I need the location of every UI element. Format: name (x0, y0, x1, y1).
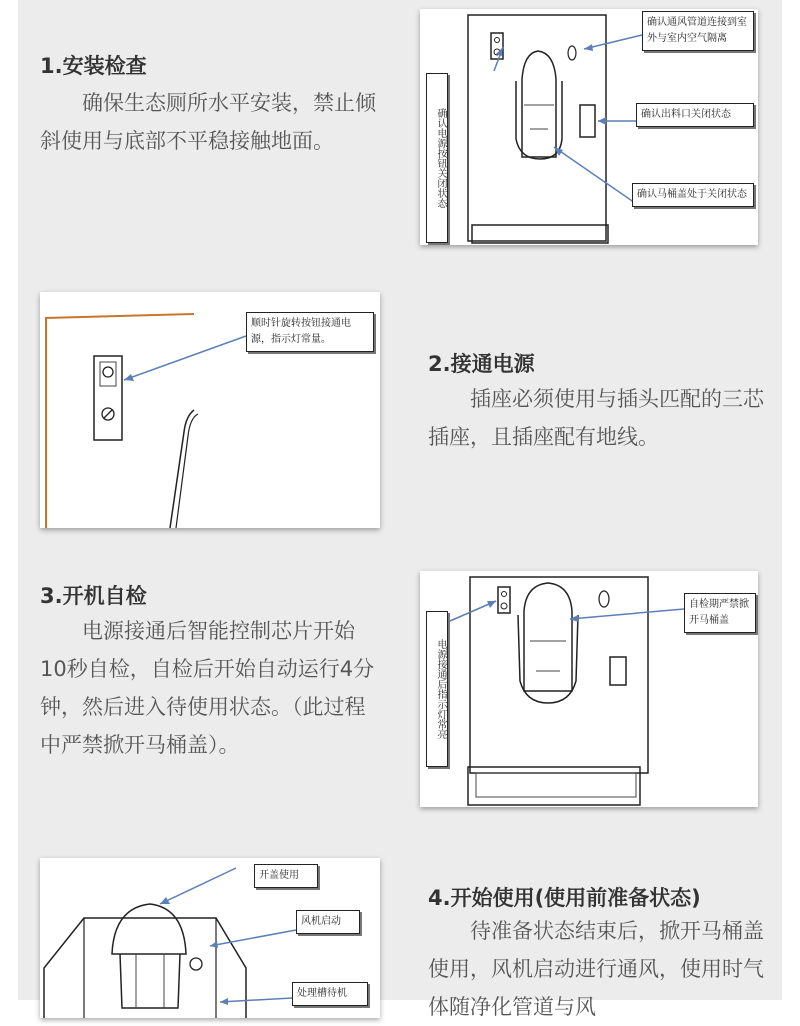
callout-do-not-open-lid: 自检期严禁掀开马桶盖 (684, 593, 756, 633)
section-1-body: 确保生态厕所水平安装，禁止倾斜使用与底部不平稳接触地面。 (40, 91, 376, 153)
callout-turn-knob: 顺时针旋转按钮接通电源，指示灯常量。 (246, 312, 374, 352)
section-2-body: 插座必须使用与插头匹配的三芯插座，且插座配有地线。 (428, 387, 764, 449)
callout-power-button-off: 确认电源按钮关闭状态 (426, 73, 448, 243)
figure-start-use (40, 858, 380, 1018)
figure-install-check (420, 9, 758, 245)
callout-tank-standby: 处理槽待机 (292, 982, 368, 1006)
section-3-title: 3.开机自检 (40, 584, 147, 608)
section-1-title: 1.安装检查 (40, 54, 147, 78)
section-4-body: 待准备状态结束后，掀开马桶盖使用，风机启动进行通风，使用时气体随净化管道与风 (428, 919, 764, 1019)
figure-power-connect (40, 292, 380, 528)
callout-lid-closed: 确认马桶盖处于关闭状态 (632, 183, 754, 207)
section-4-title: 4.开始使用(使用前准备状态) (428, 886, 701, 910)
callout-outlet-closed: 确认出料口关闭状态 (636, 103, 754, 127)
callout-fan-start: 风机启动 (296, 910, 360, 934)
callout-vent-pipe: 确认通风管道连接到室外与室内空气隔离 (642, 11, 754, 51)
section-3-body: 电源接通后智能控制芯片开始10秒自检，自检后开始自动运行4分钟，然后进入待使用状态。（此过程中严禁掀开马桶盖）。 (40, 619, 375, 757)
section-2-title: 2.接通电源 (428, 352, 535, 376)
figure-self-test (420, 571, 758, 807)
callout-indicator-on: 电源接通后指示灯常亮 (426, 611, 448, 767)
callout-open-lid: 开盖使用 (254, 864, 318, 888)
